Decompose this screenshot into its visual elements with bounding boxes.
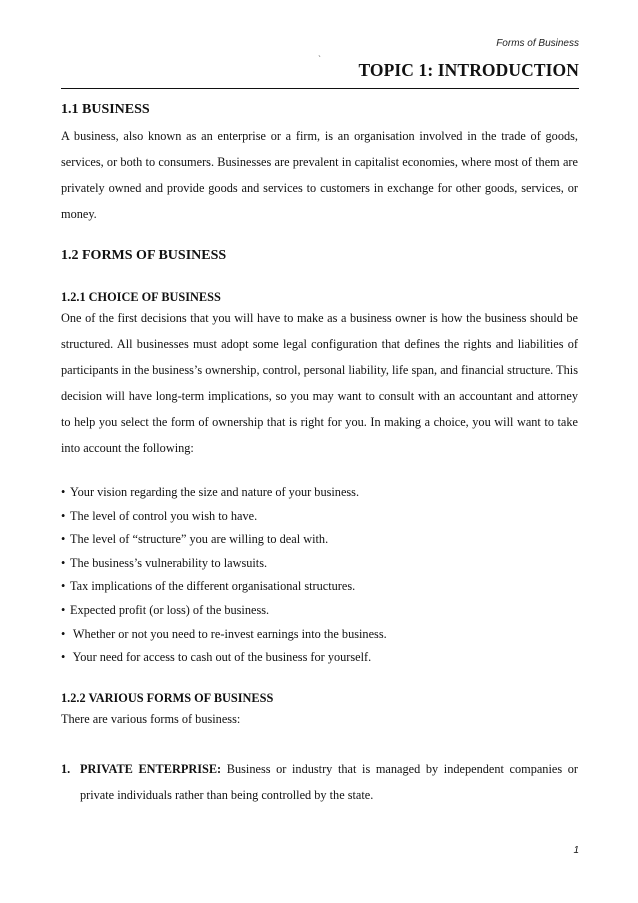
item-number: 1.	[61, 761, 71, 776]
list-item: • Expected profit (or loss) of the business.	[61, 599, 578, 623]
bullet-icon: •	[61, 532, 66, 547]
item-description: Business or industry that is managed by independent companies or private individuals rather than being controlled by the state.	[80, 761, 578, 802]
bullet-icon: •	[61, 485, 66, 499]
list-item: • The level of control you wish to have.	[61, 505, 578, 529]
bullet-icon: •	[61, 555, 66, 570]
choice-paragraph: One of the first decisions that you will have to make as a business owner is how the business should be structured. All businesses must adopt some legal configuration that defines the rights and liabilities of participants in the business’s ownership, control, personal liability, life span, and financial structure. This decision will have long-term implications, so you may want to consult with an accountant and attorney to help you select the form of ownership that is right for you. In making a choice, you will want to take into account the following:	[61, 311, 578, 455]
forms-intro: There are various forms of business:	[61, 711, 241, 726]
bullet-icon: •	[61, 626, 66, 641]
bullet-icon: •	[61, 579, 66, 594]
list-item	[61, 756, 578, 808]
list-item: • The level of “structure” you are willing to deal with.	[61, 528, 578, 552]
business-paragraph: A business, also known as an enterprise or a firm, is an organisation involved in the trade of goods, services, or both to consumers. Businesses are prevalent in capitalist economies, where most of them are privately owned and provide goods and services to customers in exchange for other goods, services, or money.	[61, 129, 578, 221]
page-number: 1	[573, 845, 579, 856]
business-forms-list	[61, 756, 578, 808]
section-heading-1-2-2: 1.2.2 VARIOUS FORMS OF BUSINESS	[61, 690, 274, 705]
item-text	[80, 756, 578, 808]
topic-title: TOPIC 1: INTRODUCTION	[358, 60, 579, 80]
list-item: • Your need for access to cash out of the business for yourself.	[61, 646, 578, 670]
bullet-icon: •	[61, 602, 66, 617]
list-item: • The business’s vulnerability to lawsuits.	[61, 552, 578, 576]
section-heading-1-2: 1.2 FORMS OF BUSINESS	[61, 248, 227, 263]
bullet-icon: •	[61, 650, 66, 665]
stray-mark: `	[318, 54, 321, 64]
bullet-icon: •	[61, 508, 66, 523]
considerations-list	[61, 481, 578, 670]
section-heading-1-2-1: 1.2.1 CHOICE OF BUSINESS	[61, 290, 221, 304]
document-body	[61, 101, 578, 808]
section-heading-1-1: 1.1 BUSINESS	[61, 102, 150, 117]
item-name: PRIVATE ENTERPRISE:	[80, 761, 222, 776]
list-item: • Whether or not you need to re-invest earnings into the business.	[61, 623, 578, 647]
title-rule	[61, 88, 579, 89]
list-item: • Your vision regarding the size and nature of your business.	[61, 481, 578, 505]
running-header: Forms of Business	[496, 38, 579, 49]
list-item: • Tax implications of the different organisational structures.	[61, 575, 578, 599]
